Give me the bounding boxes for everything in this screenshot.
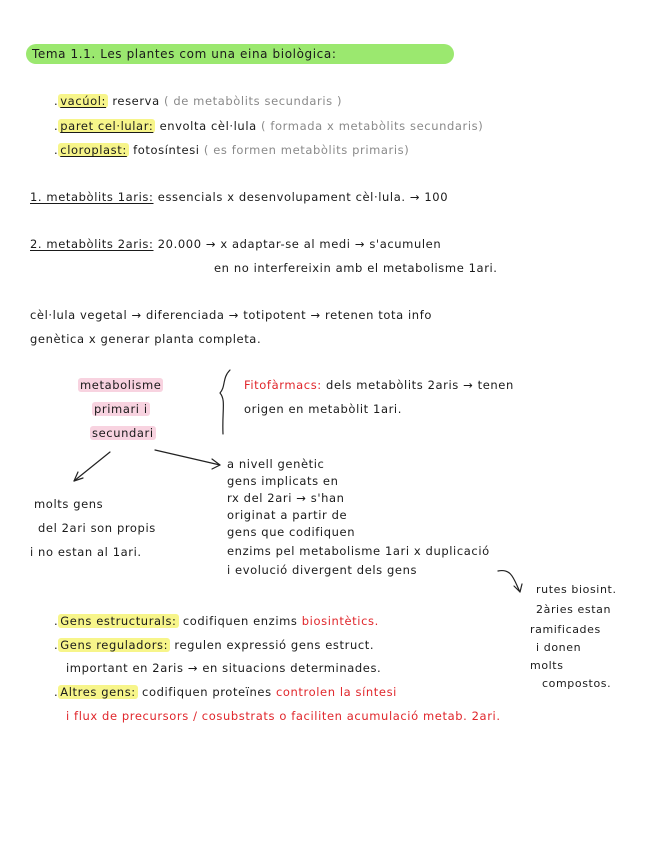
genes-others-red1: controlen la síntesi <box>275 685 397 699</box>
genes-others-text: codifiquen proteïnes <box>142 685 272 699</box>
term-cell-wall: paret cel·lular: <box>60 119 154 133</box>
desc-chloroplast: fotosíntesi <box>133 143 200 157</box>
metabolism-line3: secundari <box>92 426 154 440</box>
metabolites-secondary-line2: en no interfereixin amb el metabolisme 1ari. <box>214 261 498 275</box>
metabolites-primary-text: essencials x desenvolupament cèl·lula. → 100 <box>157 190 449 204</box>
right-note-line6: enzims pel metabolisme 1ari x duplicació <box>227 544 490 558</box>
genes-structural-text: codifiquen enzims <box>182 614 298 628</box>
genes-structural: . Gens estructurals: codifiquen enzims biosintètics. <box>54 614 379 628</box>
genes-regulatory-line2: important en 2aris → en situacions determinades. <box>66 661 382 675</box>
desc-vacuole: reserva <box>112 94 160 108</box>
side-note-line6: compostos. <box>542 677 612 690</box>
desc-cell-wall: envolta cèl·lula <box>159 119 257 133</box>
right-note-line7: i evolució divergent dels gens <box>227 563 418 577</box>
fitofarmacs-label: Fitofàrmacs: <box>244 378 322 392</box>
side-note-line1: rutes biosint. <box>536 583 617 596</box>
brace-line <box>220 370 230 434</box>
metabolites-secondary-label: 2. metabòlits 2aris: <box>30 237 154 251</box>
right-note-line5: gens que codifiquen <box>227 525 356 539</box>
right-note-line2: gens implicats en <box>227 474 339 488</box>
genes-others: . Altres gens: codifiquen proteïnes controlen la síntesi <box>54 685 397 699</box>
left-note-line2: del 2ari son propis <box>38 521 156 535</box>
metabolism-line1: metabolisme <box>80 378 162 392</box>
fitofarmacs <box>244 378 514 393</box>
genes-structural-red: biosintètics. <box>301 614 379 628</box>
fitofarmacs-line1: dels metabòlits 2aris → tenen <box>326 378 514 392</box>
side-note-line2: 2àries estan <box>536 603 612 616</box>
note-vacuole: ( de metabòlits secundaris ) <box>163 94 343 108</box>
left-note-line3: i no estan al 1ari. <box>30 545 142 559</box>
organule-chloroplast: . cloroplast: fotosíntesi ( es formen metabòlits primaris) <box>54 143 410 157</box>
metabolism-line2: primari i <box>94 402 148 416</box>
genes-regulatory-line1: regulen expressió gens estruct. <box>174 638 375 652</box>
note-chloroplast: ( es formen metabòlits primaris) <box>203 143 410 157</box>
metabolites-primary <box>30 190 448 205</box>
side-note-line3: ramificades <box>530 623 601 636</box>
right-note-line4: originat a partir de <box>227 508 348 522</box>
right-note-line3: rx del 2ari → s'han <box>227 491 345 505</box>
organule-cell-wall: . paret cel·lular: envolta cèl·lula ( formada x metabòlits secundaris) <box>54 119 484 133</box>
genes-others-label: Altres gens: <box>60 685 136 699</box>
cell-line1: cèl·lula vegetal → diferenciada → totipotent → retenen tota info <box>30 308 432 322</box>
metabolites-primary-label: 1. metabòlits 1aris: <box>30 190 154 204</box>
right-note-line1: a nivell genètic <box>227 457 325 471</box>
cell-line2: genètica x generar planta completa. <box>30 332 262 346</box>
side-note-line4: i donen <box>536 641 582 654</box>
genes-regulatory: . Gens reguladors: regulen expressió gens estruct. <box>54 638 375 652</box>
side-note-line5: molts <box>530 659 564 672</box>
metabolites-secondary <box>30 237 441 252</box>
term-chloroplast: cloroplast: <box>60 143 127 157</box>
arrow-to-left-note <box>74 452 110 481</box>
term-vacuole: vacúol: <box>60 94 107 108</box>
metabolites-secondary-line1: 20.000 → x adaptar-se al medi → s'acumulen <box>157 237 442 251</box>
page-title: Tema 1.1. Les plantes com una eina biològica: <box>32 47 337 61</box>
fitofarmacs-line2: origen en metabòlit 1ari. <box>244 402 402 416</box>
arrow-to-side-note <box>498 571 520 592</box>
note-cell-wall: ( formada x metabòlits secundaris) <box>261 119 484 133</box>
organule-vacuole: . vacúol: reserva ( de metabòlits secundaris ) <box>54 94 343 108</box>
left-note-line1: molts gens <box>34 497 104 511</box>
genes-others-red2: i flux de precursors / cosubstrats o faciliten acumulació metab. 2ari. <box>66 709 501 723</box>
genes-structural-label: Gens estructurals: <box>60 614 177 628</box>
arrow-to-right-note <box>155 450 220 465</box>
genes-regulatory-label: Gens reguladors: <box>60 638 169 652</box>
